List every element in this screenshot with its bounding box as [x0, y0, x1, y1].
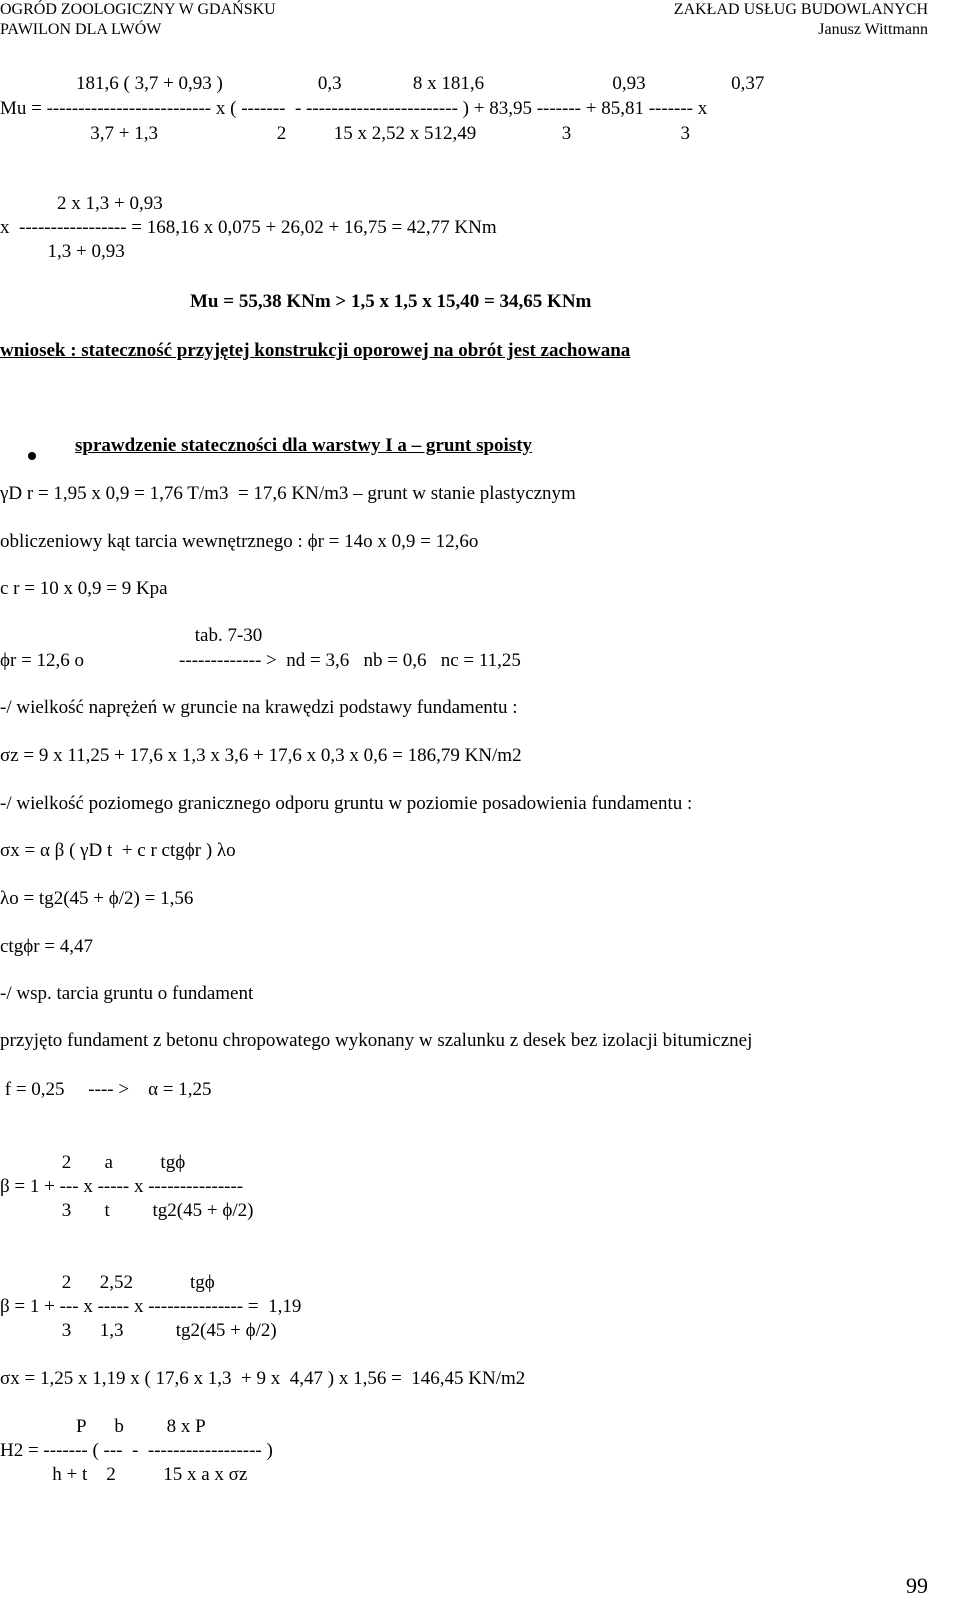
- text-line: obliczeniowy kąt tarcia wewnętrznego : ϕr = 14o x 0,9 = 12,6o: [0, 531, 479, 552]
- formula-line: 3 t tg2(45 + ϕ/2): [0, 1200, 254, 1221]
- formula-line: 2 a tgϕ: [0, 1152, 186, 1173]
- formula-line: 2 2,52 tgϕ: [0, 1272, 215, 1293]
- conclusion-line: wniosek : stateczność przyjętej konstrukcji oporowej na obrót jest zachowana: [0, 340, 631, 361]
- formula-line: 3,7 + 1,3 2 15 x 2,52 x 512,49 3 3: [0, 123, 690, 144]
- formula-line: P b 8 x P: [0, 1416, 206, 1437]
- text-line: c r = 10 x 0,9 = 9 Kpa: [0, 578, 168, 599]
- header-right-line2: Janusz Wittmann: [818, 21, 928, 38]
- text-line: λo = tg2(45 + ϕ/2) = 1,56: [0, 888, 194, 909]
- formula-line: H2 = ------- ( --- - ------------------ ): [0, 1440, 273, 1461]
- formula-line: 2 x 1,3 + 0,93: [0, 193, 163, 214]
- bullet-icon: [28, 452, 36, 460]
- result-line: Mu = 55,38 KNm > 1,5 x 1,5 x 15,40 = 34,65 KNm: [0, 291, 592, 312]
- formula-line: Mu = -------------------------- x ( ------- - ------------------------ ) + 83,95 ------- + 85,81 ------- x: [0, 98, 708, 119]
- formula-line: β = 1 + --- x ----- x ---------------: [0, 1176, 244, 1197]
- text-line: ϕr = 12,6 o ------------- > nd = 3,6 nb = 0,6 nc = 11,25: [0, 650, 521, 671]
- text-line: σz = 9 x 11,25 + 17,6 x 1,3 x 3,6 + 17,6 x 0,3 x 0,6 = 186,79 KN/m2: [0, 745, 522, 766]
- text-line: ctgϕr = 4,47: [0, 936, 94, 957]
- formula-line: h + t 2 15 x a x σz: [0, 1464, 248, 1485]
- text-line: γD r = 1,95 x 0,9 = 1,76 T/m3 = 17,6 KN/m3 – grunt w stanie plastycznym: [0, 483, 576, 504]
- text-line: -/ wsp. tarcia gruntu o fundament: [0, 983, 254, 1004]
- formula-line: 181,6 ( 3,7 + 0,93 ) 0,3 8 x 181,6 0,93 0,37: [0, 73, 765, 94]
- formula-line: 1,3 + 0,93: [0, 241, 125, 262]
- formula-line: β = 1 + --- x ----- x --------------- = 1,19: [0, 1296, 302, 1317]
- header-left-line2: PAWILON DLA LWÓW: [0, 21, 162, 38]
- text-line: przyjęto fundament z betonu chropowatego wykonany w szalunku z desek bez izolacji bitumicznej: [0, 1030, 753, 1051]
- header-left-line1: OGRÓD ZOOLOGICZNY W GDAŃSKU: [0, 1, 276, 18]
- formula-line: x ----------------- = 168,16 x 0,075 + 26,02 + 16,75 = 42,77 KNm: [0, 217, 497, 238]
- text-line: -/ wielkość naprężeń w gruncie na krawędzi podstawy fundamentu :: [0, 697, 518, 718]
- text-line: σx = α β ( γD t + c r ctgϕr ) λo: [0, 840, 236, 861]
- text-line: -/ wielkość poziomego granicznego odporu gruntu w poziomie posadowienia fundamentu :: [0, 793, 693, 814]
- text-line: tab. 7-30: [0, 625, 263, 646]
- text-line: f = 0,25 ---- > α = 1,25: [0, 1079, 212, 1100]
- header-right-line1: ZAKŁAD USŁUG BUDOWLANYCH: [673, 1, 928, 18]
- page-number: 99: [906, 1573, 928, 1598]
- formula-line: σx = 1,25 x 1,19 x ( 17,6 x 1,3 + 9 x 4,47 ) x 1,56 = 146,45 KN/m2: [0, 1368, 526, 1389]
- section-heading: sprawdzenie stateczności dla warstwy I a – grunt spoisty: [75, 435, 533, 456]
- formula-line: 3 1,3 tg2(45 + ϕ/2): [0, 1320, 277, 1341]
